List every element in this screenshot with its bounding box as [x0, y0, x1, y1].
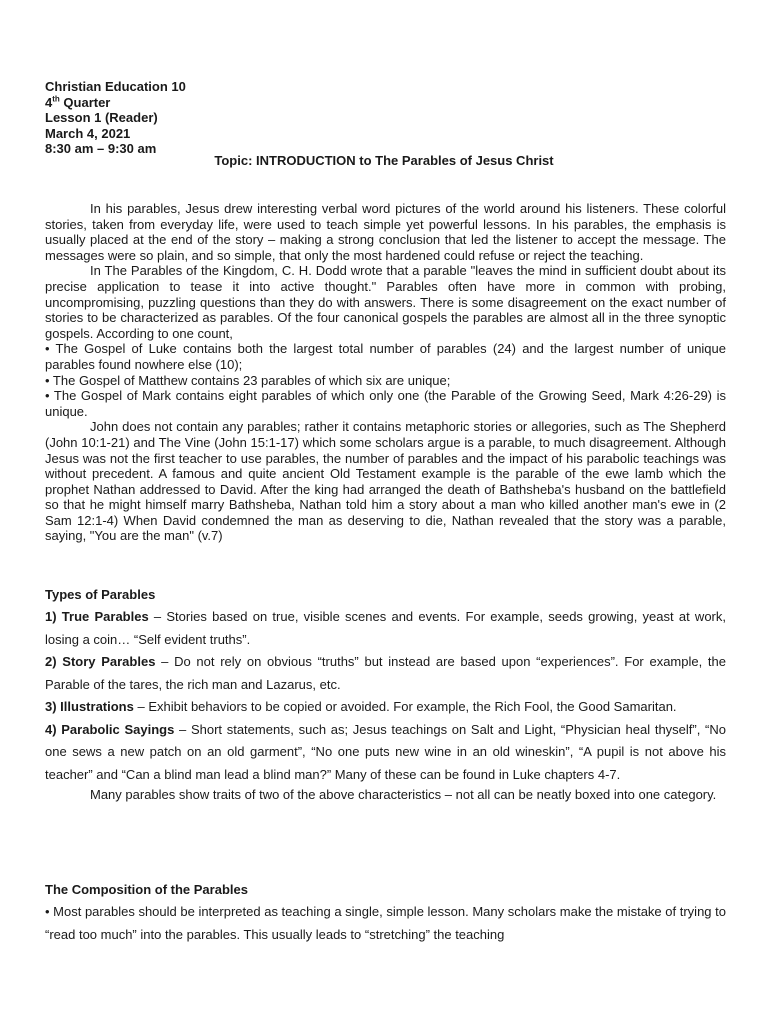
type-label: 2) Story Parables — [45, 654, 156, 669]
composition-section — [45, 882, 726, 946]
type-item-parabolic-sayings — [45, 719, 726, 787]
lesson-line: Lesson 1 (Reader) — [45, 110, 158, 125]
type-item-true-parables — [45, 606, 726, 651]
types-heading: Types of Parables — [45, 587, 156, 602]
gospel-bullet-mark: • The Gospel of Mark contains eight parables of which only one (the Parable of the Growing Seed, Mark 4:26-29) is unique. — [45, 388, 726, 419]
composition-bullet-1: • Most parables should be interpreted as teaching a single, simple lesson. Many scholars make the mistake of trying to “read too much” into the parables. This usually leads to “stretching” the teaching — [45, 904, 726, 942]
lesson-header — [45, 79, 186, 157]
intro-paragraph-3: John does not contain any parables; rather it contains metaphoric stories or allegories, such as The Shepherd (John 10:1-21) and The Vine (John 15:1-17) which some scholars argue is a parable, to much disagreement. Although Jesus was not the first teacher to use parables, the number of parables and the impact of his parabolic teachings was without precedent. A famous and quite ancient Old Testament example is the parable of the ewe lamb which the prophet Nathan addressed to David. After the king had arranged the death of Bathsheba's husband on the battlefield so that he might himself marry Bathsheba, Nathan told him a story about a man who killed another man's ewe in (2 Sam 12:1-4) When David condemned the man as deserving to die, Nathan revealed that the story was a parable, saying, "You are the man" (v.7) — [45, 419, 726, 544]
quarter-suffix: th — [52, 94, 60, 104]
type-label: 1) True Parables — [45, 609, 149, 624]
type-text: – Do not rely on obvious “truths” but instead are based upon “experiences”. For example, the Parable of the tares, the rich man and Lazarus, etc. — [45, 654, 727, 692]
date-line: March 4, 2021 — [45, 125, 131, 141]
quarter-line — [45, 95, 186, 111]
intro-section — [45, 201, 726, 544]
quarter-number: 4 — [45, 94, 53, 110]
intro-paragraph-2: In The Parables of the Kingdom, C. H. Dodd wrote that a parable "leaves the mind in sufficient doubt about its precise application to tease it into active thought." Parables often have more in common with probing, uncompromising, puzzling questions than they do with answers. There is some disagreement on the exact number of stories to be characterized as parables. Of the four canonical gospels the parables are almost all in the three synoptic gospels. According to one count, — [45, 263, 726, 341]
type-label: 4) Parabolic Sayings — [45, 721, 175, 737]
type-item-story-parables — [45, 651, 726, 696]
composition-heading: The Composition of the Parables — [45, 882, 248, 897]
quarter-word: Quarter — [59, 94, 111, 110]
types-summary: Many parables show traits of two of the above characteristics – not all can be neatly boxed into one category. — [90, 787, 717, 802]
type-item-illustrations — [45, 696, 726, 719]
type-text: – Stories based on true, visible scenes and events. For example, seeds growing, yeast at work, losing a coin… “Self evident truths”. — [45, 609, 726, 647]
intro-paragraph-1: In his parables, Jesus drew interesting verbal word pictures of the world around his listeners. These colorful stories, taken from everyday life, were used to teach simple yet powerful lessons. In his parables, the emphasis is usually placed at the end of the story – making a strong conclusion that led the listener to accept the message. The messages were so plain, and so simple, that only the most hardened could refuse or reject the teaching. — [45, 201, 726, 263]
gospel-bullet-matthew: • The Gospel of Matthew contains 23 parables of which six are unique; — [45, 372, 451, 388]
type-text: – Exhibit behaviors to be copied or avoided. For example, the Rich Fool, the Good Samaritan. — [133, 699, 677, 714]
types-section — [45, 587, 726, 803]
time-line: 8:30 am – 9:30 am — [45, 141, 157, 156]
type-text: – Short statements, such as; Jesus teachings on Salt and Light, “Physician heal thyself”, “No one sews a new patch on an old garment”, “No one puts new wine in an old wineskin”, “A pupil is not above his teacher” and “Can a blind man lead a blind man?” Many of these can be found in Luke chapters 4-7. — [45, 721, 726, 782]
type-label: 3) Illustrations — [45, 699, 134, 714]
gospel-bullet-luke: • The Gospel of Luke contains both the largest total number of parables (24) and the largest number of unique parables found nowhere else (10); — [45, 341, 726, 372]
course-title: Christian Education 10 — [45, 79, 186, 94]
topic-title: Topic: INTRODUCTION to The Parables of Jesus Christ — [214, 153, 554, 168]
